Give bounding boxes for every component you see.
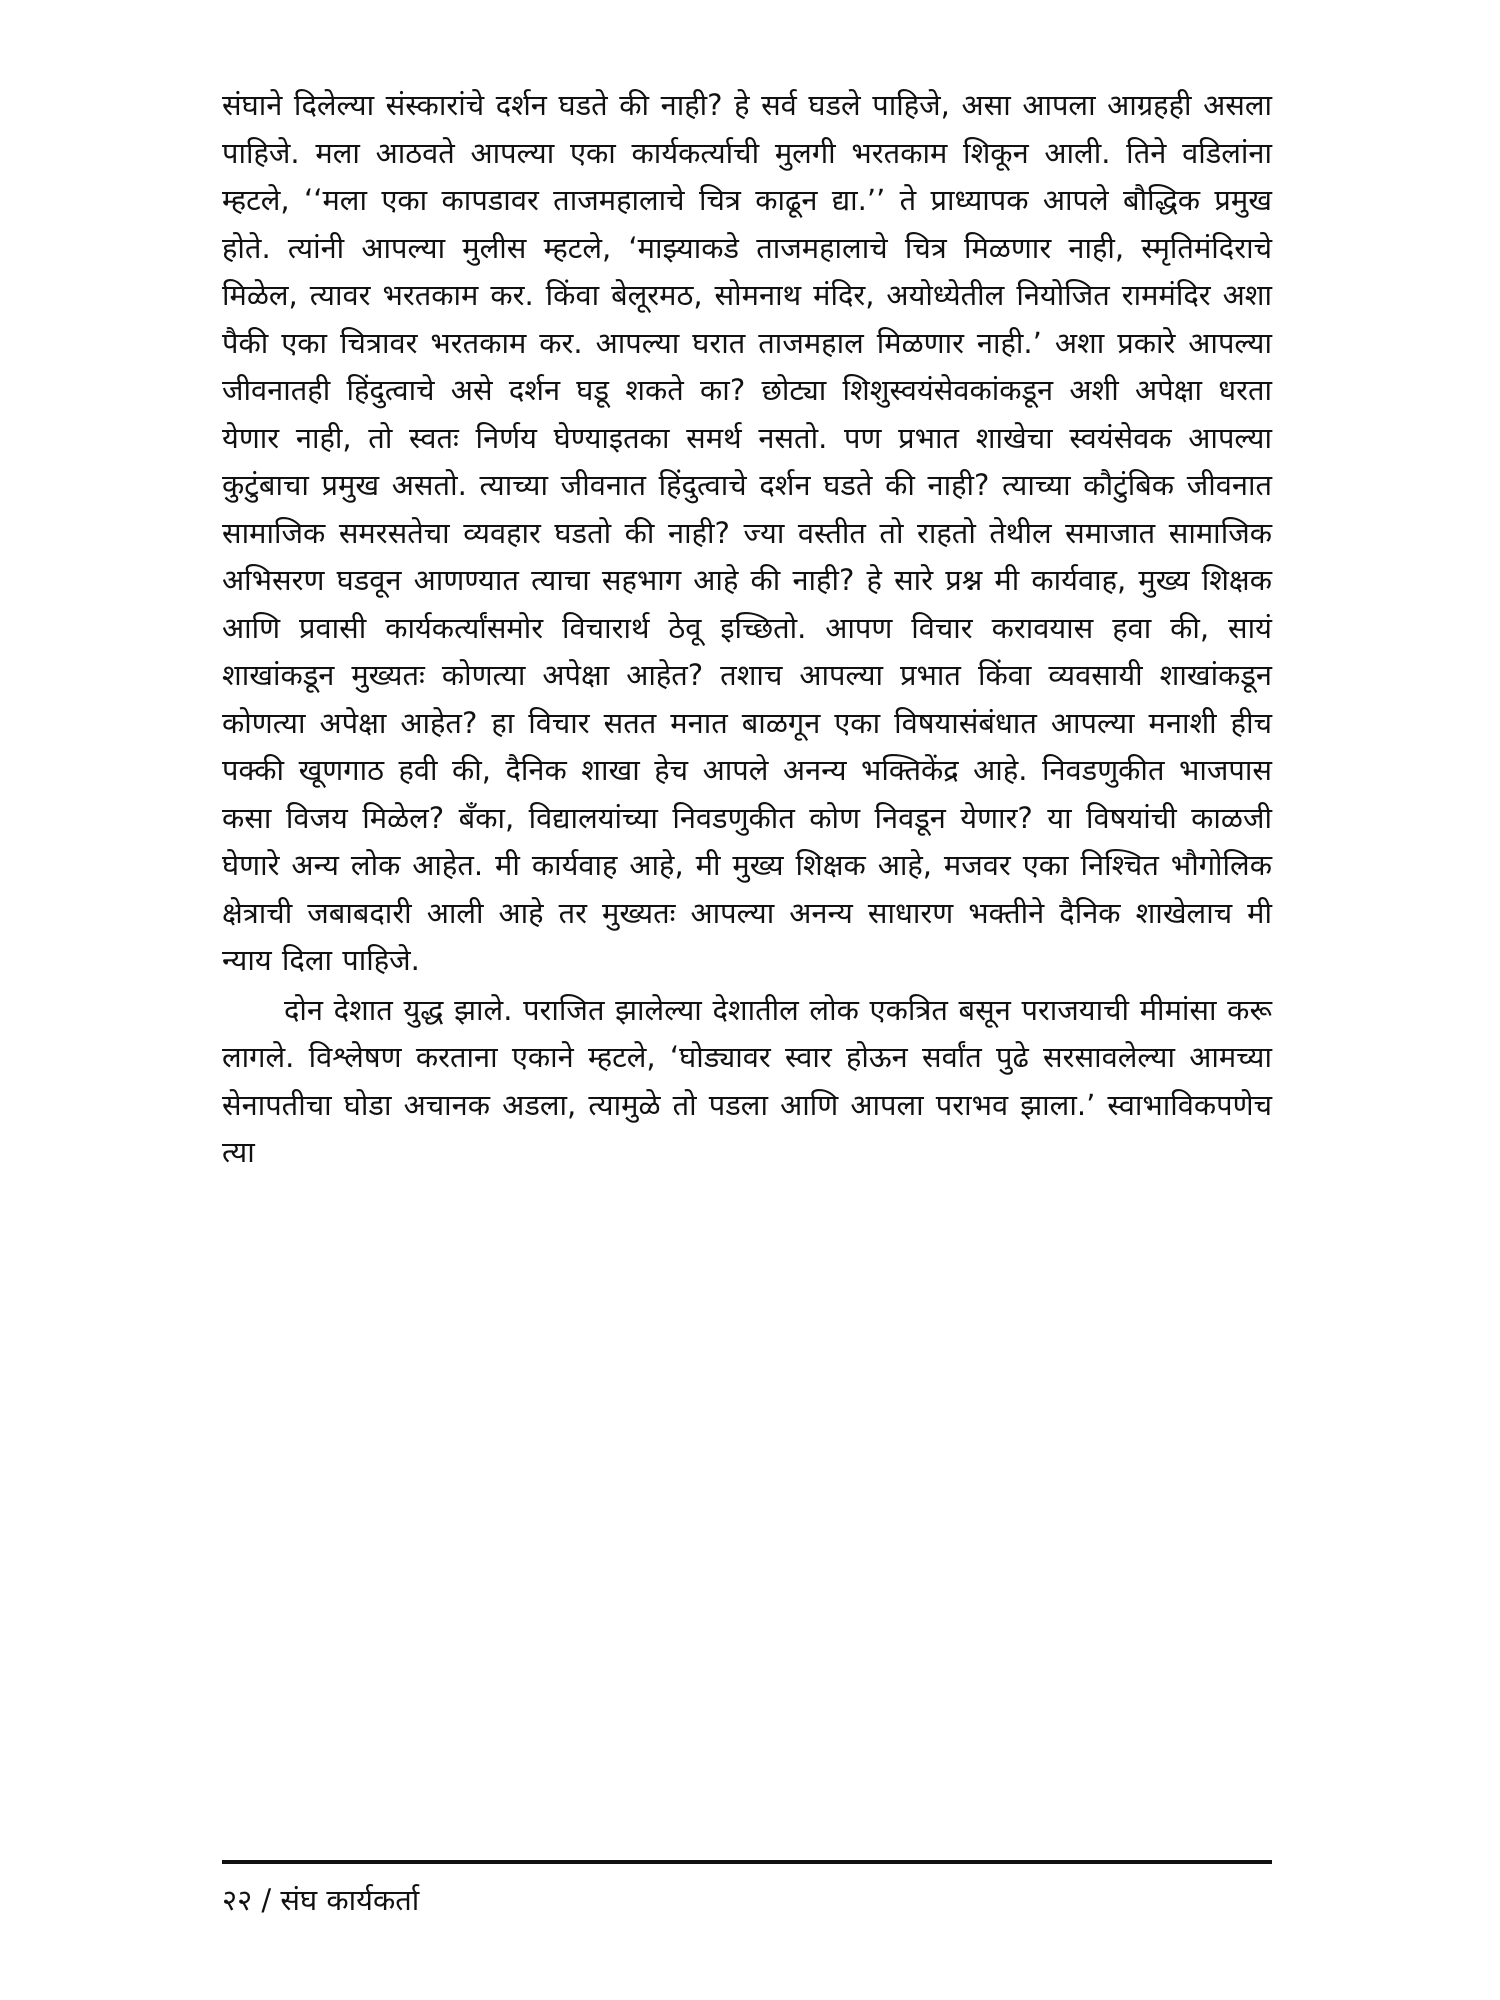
body-paragraph-2: दोन देशात युद्ध झाले. पराजित झालेल्या देशातील लोक एकत्रित बसून पराजयाची मीमांसा करू लागले. विश्लेषण करताना एकाने म्हटले, ‘घोड्यावर स्वार होऊन सर्वांत पुढे सरसावलेल्या आमच्या सेनापतीचा घोडा अचानक अडला, त्यामुळे तो पडला आणि आपला पराभव झाला.’ स्वाभाविकपणेच त्या	[222, 992, 1272, 1169]
page-number: २२	[222, 1883, 253, 1917]
footer-text	[222, 1882, 1272, 1918]
book-title: संघ कार्यकर्ता	[280, 1883, 420, 1917]
page-body	[222, 82, 1272, 1177]
footer-separator: /	[261, 1883, 272, 1917]
body-paragraph-1: संघाने दिलेल्या संस्कारांचे दर्शन घडते की नाही? हे सर्व घडले पाहिजे, असा आपला आग्रहही असला पाहिजे. मला आठवते आपल्या एका कार्यकर्त्याची मुलगी भरतकाम शिकून आली. तिने वडिलांना म्हटले, ‘‘मला एका कापडावर ताजमहालाचे चित्र काढून द्या.’’ ते प्राध्यापक आपले बौद्धिक प्रमुख होते. त्यांनी आपल्या मुलीस म्हटले, ‘माझ्याकडे ताजमहालाचे चित्र मिळणार नाही, स्मृतिमंदिराचे मिळेल, त्यावर भरतकाम कर. किंवा बेलूरमठ, सोमनाथ मंदिर, अयोध्येतील नियोजित राममंदिर अशा पैकी एका चित्रावर भरतकाम कर. आपल्या घरात ताजमहाल मिळणार नाही.’ अशा प्रकारे आपल्या जीवनातही हिंदुत्वाचे असे दर्शन घडू शकते का? छोट्या शिशुस्वयंसेवकांकडून अशी अपेक्षा धरता येणार नाही, तो स्वतः निर्णय घेण्याइतका समर्थ नसतो. पण प्रभात शाखेचा स्वयंसेवक आपल्या कुटुंबाचा प्रमुख असतो. त्याच्या जीवनात हिंदुत्वाचे दर्शन घडते की नाही? त्याच्या कौटुंबिक जीवनात सामाजिक समरसतेचा व्यवहार घडतो की नाही? ज्या वस्तीत तो राहतो तेथील समाजात सामाजिक अभिसरण घडवून आणण्यात त्याचा सहभाग आहे की नाही? हे सारे प्रश्न मी कार्यवाह, मुख्य शिक्षक आणि प्रवासी कार्यकर्त्यांसमोर विचारार्थ ठेवू इच्छितो. आपण विचार करावयास हवा की, सायं शाखांकडून मुख्यतः कोणत्या अपेक्षा आहेत? तशाच आपल्या प्रभात किंवा व्यवसायी शाखांकडून कोणत्या अपेक्षा आहेत? हा विचार सतत मनात बाळगून एका विषयासंबंधात आपल्या मनाशी हीच पक्की खूणगाठ हवी की, दैनिक शाखा हेच आपले अनन्य भक्तिकेंद्र आहे. निवडणुकीत भाजपास कसा विजय मिळेल? बँका, विद्यालयांच्या निवडणुकीत कोण निवडून येणार? या विषयांची काळजी घेणारे अन्य लोक आहेत. मी कार्यवाह आहे, मी मुख्य शिक्षक आहे, मजवर एका निश्चित भौगोलिक क्षेत्राची जबाबदारी आली आहे तर मुख्यतः आपल्या अनन्य साधारण भक्तीने दैनिक शाखेलाच मी न्याय दिला पाहिजे.	[222, 88, 1272, 977]
page-footer	[222, 1860, 1272, 1918]
footer-divider	[222, 1860, 1272, 1864]
